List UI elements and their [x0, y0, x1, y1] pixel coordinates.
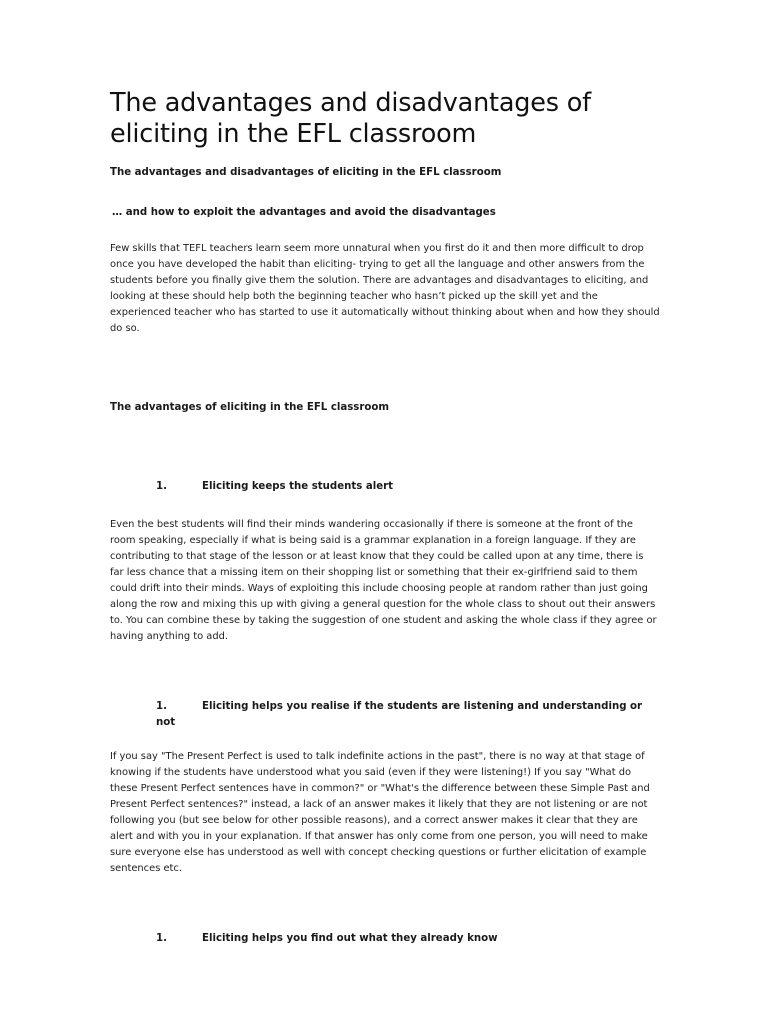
- item-heading-text: Eliciting helps you find out what they already know: [202, 933, 498, 944]
- document-page: [110, 88, 660, 947]
- document-subtitle: The advantages and disadvantages of eliciting in the EFL classroom: [110, 167, 502, 178]
- item-number: 1.: [156, 701, 167, 712]
- item-heading-3: [156, 931, 646, 947]
- intro-paragraph: Few skills that TEFL teachers learn seem more unnatural when you first do it and then more difficult to drop once you have developed the habit than eliciting- trying to get all the language and other answers from the students before you finally give them the solution. There are advantages and disadvantages to eliciting, and looking at these should help both the beginning teacher who hasn’t picked up the skill yet and the experienced teacher who has started to use it automatically without thinking about when and how they should do so.: [110, 243, 660, 334]
- item-body-2: If you say "The Present Perfect is used to talk indefinite actions in the past", there is no way at that stage of knowing if the students have understood what you said (even if they were listening!) If you say "What do these Present Perfect sentences have in common?" or "What's the difference between these Simple Past and Present Perfect sentences?" instead, a lack of an answer makes it likely that they are not listening or are not following you (but see below for other possible reasons), and a correct answer makes it clear that they are alert and with you in your explanation. If that answer has only come from one person, you will need to make sure everyone else has understood as well with concept checking questions or further elicitation of example sentences etc.: [110, 751, 650, 874]
- document-tagline: … and how to exploit the advantages and avoid the disadvantages: [112, 207, 496, 218]
- item-body-1: Even the best students will find their minds wandering occasionally if there is someone at the front of the room speaking, especially if what is being said is a grammar explanation in a foreign language. If they are contributing to that stage of the lesson or at least know that they could be called upon at any time, there is far less chance that a missing item on their shopping list or something that their ex-girlfriend said to them could drift into their minds. Ways of exploiting this include choosing people at random rather than just going along the row and mixing this up with giving a general question for the whole class to shout out their answers to. You can combine these by taking the suggestion of one student and asking the whole class if they agree or having anything to add.: [110, 519, 657, 642]
- item-heading-2: [156, 699, 646, 731]
- document-title: The advantages and disadvantages of eliciting in the EFL classroom: [110, 88, 591, 149]
- item-heading-1: [156, 479, 646, 495]
- item-number: 1.: [156, 481, 167, 492]
- item-heading-text: Eliciting keeps the students alert: [202, 481, 394, 492]
- section-heading-advantages: The advantages of eliciting in the EFL classroom: [110, 402, 390, 413]
- item-heading-text: Eliciting helps you realise if the students are listening and understanding or not: [156, 701, 643, 728]
- item-number: 1.: [156, 933, 167, 944]
